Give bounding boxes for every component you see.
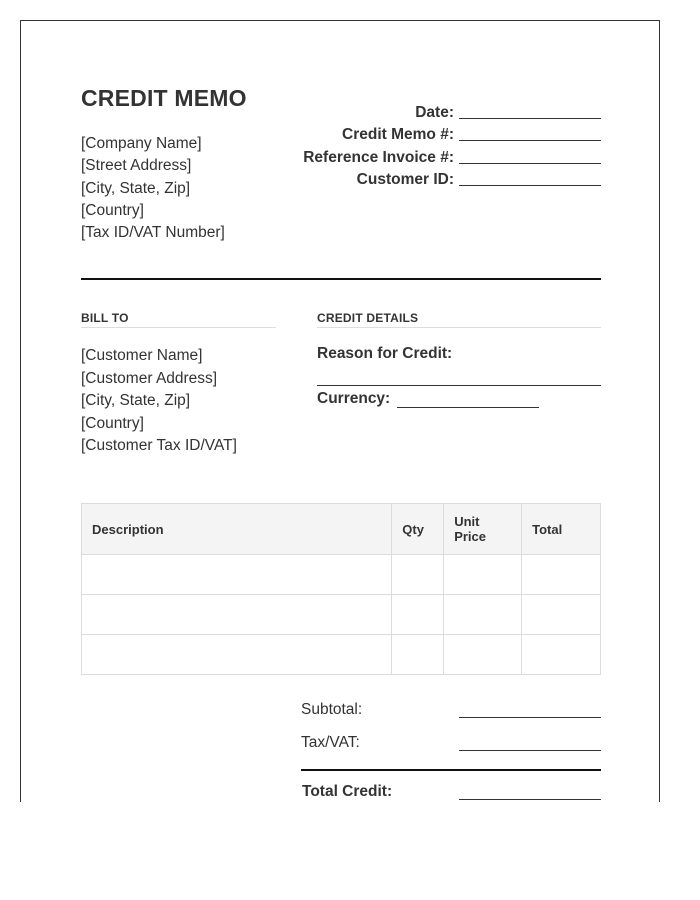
total-cell[interactable] [522, 635, 601, 675]
description-cell[interactable] [82, 595, 392, 635]
line-items-table [81, 503, 601, 675]
credit-memo-number-row [261, 122, 601, 145]
date-field[interactable] [459, 104, 601, 119]
qty-cell[interactable] [392, 555, 444, 595]
header-divider [81, 278, 601, 280]
currency-field[interactable] [397, 407, 539, 408]
customer-city-state-zip: [City, State, Zip] [81, 392, 191, 409]
credit-memo-number-field[interactable] [459, 126, 601, 141]
total-credit-field[interactable] [459, 799, 601, 800]
qty-cell[interactable] [392, 635, 444, 675]
total-divider [301, 769, 601, 771]
table-header-row [82, 504, 601, 555]
customer-name: [Customer Name] [81, 347, 203, 364]
column-header-qty: Qty [392, 504, 444, 555]
company-country: [Country] [81, 201, 144, 219]
company-address-block [81, 133, 225, 244]
table-row [82, 595, 601, 635]
tax-vat-label: Tax/VAT: [301, 734, 360, 751]
credit-memo-page [20, 20, 660, 802]
unit-price-cell[interactable] [444, 635, 522, 675]
total-cell[interactable] [522, 595, 601, 635]
document-title: CREDIT MEMO [81, 85, 247, 111]
bill-to-block [81, 345, 237, 458]
total-cell[interactable] [522, 555, 601, 595]
column-header-total: Total [522, 504, 601, 555]
company-tax-id: [Tax ID/VAT Number] [81, 224, 225, 242]
column-header-unit-price [444, 504, 522, 555]
company-city-state-zip: [City, State, Zip] [81, 179, 191, 197]
customer-id-row [261, 167, 601, 190]
bill-to-divider [81, 327, 276, 328]
customer-tax-id: [Customer Tax ID/VAT] [81, 437, 237, 454]
date-label: Date: [415, 103, 454, 121]
reference-invoice-label: Reference Invoice #: [303, 148, 454, 166]
qty-cell[interactable] [392, 595, 444, 635]
customer-address: [Customer Address] [81, 369, 218, 387]
credit-memo-number-label: Credit Memo #: [342, 126, 454, 143]
date-row [261, 99, 601, 122]
reason-for-credit-field[interactable] [317, 385, 601, 386]
credit-details-heading: CREDIT DETAILS [317, 311, 419, 325]
currency-label: Currency: [317, 390, 391, 407]
reference-invoice-row [261, 144, 601, 167]
description-cell[interactable] [82, 635, 392, 675]
customer-country: [Country] [81, 414, 144, 432]
bill-to-heading: BILL TO [81, 311, 129, 325]
unit-price-header-text: Unit Price [454, 514, 487, 544]
tax-vat-field[interactable] [459, 750, 601, 751]
credit-details-divider [317, 327, 601, 328]
column-header-description: Description [82, 504, 392, 555]
customer-id-field[interactable] [459, 171, 601, 186]
reason-for-credit-label: Reason for Credit: [317, 345, 453, 362]
reference-invoice-field[interactable] [459, 149, 601, 164]
table-row [82, 635, 601, 675]
customer-id-label: Customer ID: [356, 171, 454, 188]
unit-price-cell[interactable] [444, 555, 522, 595]
memo-meta-fields [261, 99, 601, 189]
subtotal-field[interactable] [459, 717, 601, 718]
unit-price-cell[interactable] [444, 595, 522, 635]
table-row [82, 555, 601, 595]
total-credit-label: Total Credit: [302, 783, 393, 800]
description-cell[interactable] [82, 555, 392, 595]
company-name: [Company Name] [81, 135, 202, 152]
subtotal-label: Subtotal: [301, 701, 363, 718]
company-street: [Street Address] [81, 157, 192, 175]
